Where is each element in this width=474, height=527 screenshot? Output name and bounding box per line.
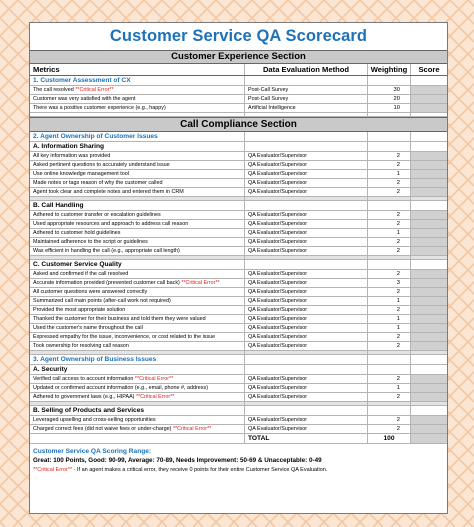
weighting-value: 2	[368, 188, 411, 196]
weighting-value: 20	[368, 95, 411, 103]
evaluation-method: QA Evaluator/Supervisor	[245, 188, 368, 196]
total-value: 100	[368, 434, 411, 443]
metric-text	[30, 188, 245, 196]
weighting-value: 2	[368, 238, 411, 246]
metric-label: Provided the most appropriate solution	[33, 307, 126, 313]
score-input-cell[interactable]	[411, 170, 447, 178]
weighting-value: 2	[368, 416, 411, 424]
service-quality-rows	[30, 270, 447, 351]
score-input-cell[interactable]	[411, 315, 447, 323]
metric-label: Expressed empathy for the issue, inconvenience, or cost related to the issue	[33, 334, 216, 340]
call-handling-rows	[30, 211, 447, 256]
score-input-cell[interactable]	[411, 229, 447, 237]
weighting-value: 2	[368, 247, 411, 255]
metric-text	[30, 342, 245, 350]
score-input-cell[interactable]	[411, 416, 447, 424]
total-row	[30, 434, 447, 444]
metric-row	[30, 288, 447, 297]
weighting-value: 10	[368, 104, 411, 112]
metric-row	[30, 425, 447, 434]
evaluation-method: QA Evaluator/Supervisor	[245, 416, 368, 424]
critical-error-tag: **Critical Error**	[134, 376, 174, 382]
score-input-cell[interactable]	[411, 342, 447, 350]
info-sharing-heading: A. Information Sharing	[30, 142, 245, 151]
metric-row	[30, 220, 447, 229]
weighting-value: 2	[368, 161, 411, 169]
evaluation-method: QA Evaluator/Supervisor	[245, 270, 368, 278]
score-input-cell[interactable]	[411, 270, 447, 278]
metric-label: Made notes or tags reason of why the customer called	[33, 180, 163, 186]
critical-error-tag: **Critical Error**	[172, 426, 212, 432]
subsection-heading-row	[30, 260, 447, 270]
metric-row	[30, 238, 447, 247]
service-quality-heading: C. Customer Service Quality	[30, 260, 245, 269]
evaluation-method: QA Evaluator/Supervisor	[245, 279, 368, 287]
metric-label: Adhered to government laws (e.g., HIPAA)	[33, 394, 136, 400]
weighting-column-header: Weighting	[368, 64, 411, 75]
metric-text	[30, 297, 245, 305]
weighting-value: 1	[368, 170, 411, 178]
score-input-cell[interactable]	[411, 333, 447, 341]
metric-label: Leveraged upselling and cross-selling opportunities	[33, 417, 156, 423]
metric-row	[30, 270, 447, 279]
critical-error-note	[33, 466, 444, 475]
metric-row	[30, 95, 447, 104]
evaluation-method: QA Evaluator/Supervisor	[245, 211, 368, 219]
metric-row	[30, 315, 447, 324]
metric-label: All key information was provided	[33, 153, 111, 159]
scoring-range-title: Customer Service QA Scoring Range:	[33, 448, 152, 455]
metric-text	[30, 279, 245, 287]
metric-text	[30, 170, 245, 178]
evaluation-method: Post-Call Survey	[245, 86, 368, 94]
subsection-heading-row	[30, 201, 447, 211]
weighting-value: 2	[368, 333, 411, 341]
metric-label: The call resolved	[33, 87, 76, 93]
metric-text	[30, 229, 245, 237]
metric-text	[30, 384, 245, 392]
evaluation-method: QA Evaluator/Supervisor	[245, 324, 368, 332]
score-input-cell[interactable]	[411, 425, 447, 433]
subsection-heading-row	[30, 406, 447, 416]
section-heading-row	[30, 76, 447, 86]
critical-error-tag: **Critical Error**	[135, 394, 175, 400]
weighting-value: 2	[368, 375, 411, 383]
weighting-value: 1	[368, 229, 411, 237]
evaluation-method: QA Evaluator/Supervisor	[245, 220, 368, 228]
metric-text	[30, 220, 245, 228]
metric-text	[30, 161, 245, 169]
metric-text	[30, 324, 245, 332]
metric-row	[30, 211, 447, 220]
evaluation-method: QA Evaluator/Supervisor	[245, 170, 368, 178]
metric-row	[30, 170, 447, 179]
score-input-cell[interactable]	[411, 393, 447, 401]
section-heading-row	[30, 355, 447, 365]
metric-row	[30, 324, 447, 333]
call-handling-heading: B. Call Handling	[30, 201, 245, 210]
metric-text	[30, 306, 245, 314]
weighting-value: 1	[368, 324, 411, 332]
score-input-cell[interactable]	[411, 288, 447, 296]
weighting-value: 1	[368, 384, 411, 392]
score-input-cell[interactable]	[411, 220, 447, 228]
info-sharing-rows	[30, 152, 447, 197]
evaluation-method: QA Evaluator/Supervisor	[245, 297, 368, 305]
critical-error-tag: **Critical Error**	[33, 467, 73, 473]
score-column-header: Score	[418, 65, 440, 74]
metric-label: Agent took clear and complete notes and entered them in CRM	[33, 189, 184, 195]
metric-row	[30, 152, 447, 161]
metric-label: Was efficient in handling the call (e.g., appropriate call length)	[33, 248, 180, 254]
cx-rows	[30, 86, 447, 113]
metric-row	[30, 179, 447, 188]
experience-section-bar: Customer Experience Section	[30, 50, 447, 64]
weighting-value: 1	[368, 315, 411, 323]
weighting-value: 1	[368, 297, 411, 305]
critical-error-tag: **Critical Error**	[75, 87, 114, 93]
score-input-cell[interactable]	[411, 86, 447, 94]
evaluation-method: QA Evaluator/Supervisor	[245, 179, 368, 187]
evaluation-method: QA Evaluator/Supervisor	[245, 152, 368, 160]
metric-row	[30, 375, 447, 384]
scoring-ranges: Great: 100 Points, Good: 90-99, Average: 70-89, Needs Improvement: 50-69 & Unacceptable: 0-49	[33, 457, 322, 464]
metric-row	[30, 333, 447, 342]
column-header-row	[30, 64, 447, 76]
metric-row	[30, 306, 447, 315]
critical-error-explanation: - If an agent makes a critical error, they receive 0 points for their entire Customer Service QA Evaluation.	[72, 467, 328, 473]
evaluation-method: QA Evaluator/Supervisor	[245, 306, 368, 314]
score-input-cell[interactable]	[411, 384, 447, 392]
metric-row	[30, 384, 447, 393]
selling-heading: B. Selling of Products and Services	[30, 406, 245, 415]
evaluation-method: QA Evaluator/Supervisor	[245, 229, 368, 237]
evaluation-method: Artificial Intelligence	[245, 104, 368, 112]
metric-label: Use online knowledge management tool	[33, 171, 129, 177]
weighting-value: 2	[368, 393, 411, 401]
weighting-value: 2	[368, 270, 411, 278]
metric-text	[30, 104, 245, 112]
total-score-cell[interactable]	[411, 434, 447, 443]
weighting-value: 3	[368, 279, 411, 287]
metric-label: There was a positive customer experience (e.g., happy)	[33, 105, 166, 111]
evaluation-method: QA Evaluator/Supervisor	[245, 315, 368, 323]
score-input-cell[interactable]	[411, 247, 447, 255]
scoring-footer	[30, 444, 447, 475]
metric-label: Used appropriate resources and approach to address call reason	[33, 221, 189, 227]
score-input-cell[interactable]	[411, 152, 447, 160]
agent-ownership-heading: 2. Agent Ownership of Customer Issues	[30, 132, 245, 141]
metric-row	[30, 161, 447, 170]
total-label: TOTAL	[245, 434, 368, 443]
weighting-value: 2	[368, 152, 411, 160]
metric-text	[30, 333, 245, 341]
metric-text	[30, 393, 245, 401]
metric-row	[30, 297, 447, 306]
score-input-cell[interactable]	[411, 279, 447, 287]
metric-label: Used the customer's name throughout the call	[33, 325, 143, 331]
metric-row	[30, 279, 447, 288]
metric-text	[30, 152, 245, 160]
metric-label: Charged correct fees (did not waive fees or under-charge)	[33, 426, 173, 432]
score-input-cell[interactable]	[411, 104, 447, 112]
metric-row	[30, 229, 447, 238]
cx-heading: 1. Customer Assessment of CX	[30, 76, 245, 85]
metric-row	[30, 416, 447, 425]
metric-label: Took ownership for resolving call reason	[33, 343, 129, 349]
business-issues-heading: 3. Agent Ownership of Business Issues	[30, 355, 245, 364]
score-input-cell[interactable]	[411, 238, 447, 246]
metric-text	[30, 247, 245, 255]
evaluation-method: QA Evaluator/Supervisor	[245, 342, 368, 350]
metric-label: Accurate information provided (prevented customer call back)	[33, 280, 182, 286]
metric-label: Summarized call main points (after-call work not required)	[33, 298, 171, 304]
metric-text	[30, 375, 245, 383]
scorecard-sheet	[29, 22, 448, 514]
metric-text	[30, 416, 245, 424]
metric-row	[30, 188, 447, 197]
metric-row	[30, 393, 447, 402]
weighting-value: 2	[368, 179, 411, 187]
metric-label: Customer was very satisfied with the agent	[33, 96, 136, 102]
method-column-header: Data Evaluation Method	[245, 64, 368, 75]
score-input-cell[interactable]	[411, 297, 447, 305]
score-input-cell[interactable]	[411, 306, 447, 314]
metric-label: Asked and confirmed if the call resolved	[33, 271, 129, 277]
evaluation-method: QA Evaluator/Supervisor	[245, 247, 368, 255]
metric-row	[30, 104, 447, 113]
evaluation-method: QA Evaluator/Supervisor	[245, 288, 368, 296]
evaluation-method: QA Evaluator/Supervisor	[245, 375, 368, 383]
metric-text	[30, 95, 245, 103]
metric-text	[30, 270, 245, 278]
selling-rows	[30, 416, 447, 434]
metric-text	[30, 211, 245, 219]
security-rows	[30, 375, 447, 402]
metric-label: Verified call access to account information	[33, 376, 135, 382]
metric-label: Maintained adherence to the script or guidelines	[33, 239, 148, 245]
metric-label: Thanked the customer for their business and told them they were valued	[33, 316, 206, 322]
weighting-value: 2	[368, 220, 411, 228]
evaluation-method: QA Evaluator/Supervisor	[245, 238, 368, 246]
score-input-cell[interactable]	[411, 324, 447, 332]
metric-label: Updated or confirmed account information (e.g., email, phone #, address)	[33, 385, 208, 391]
evaluation-method: QA Evaluator/Supervisor	[245, 161, 368, 169]
weighting-value: 30	[368, 86, 411, 94]
score-input-cell[interactable]	[411, 188, 447, 196]
evaluation-method: QA Evaluator/Supervisor	[245, 384, 368, 392]
section-heading-row	[30, 132, 447, 142]
score-input-cell[interactable]	[411, 375, 447, 383]
metric-row	[30, 86, 447, 95]
scorecard-title: Customer Service QA Scorecard	[109, 27, 368, 45]
subsection-heading-row	[30, 142, 447, 152]
score-input-cell[interactable]	[411, 179, 447, 187]
weighting-value: 2	[368, 288, 411, 296]
metric-text	[30, 288, 245, 296]
security-heading: A. Security	[30, 365, 245, 374]
subsection-heading-row	[30, 365, 447, 375]
weighting-value: 2	[368, 342, 411, 350]
score-input-cell[interactable]	[411, 95, 447, 103]
score-input-cell[interactable]	[411, 161, 447, 169]
metric-label: Adhered to customer hold guidelines	[33, 230, 121, 236]
metric-row	[30, 342, 447, 351]
metric-label: Adhered to customer transfer or escalation guidelines	[33, 212, 161, 218]
score-input-cell[interactable]	[411, 211, 447, 219]
evaluation-method: Post-Call Survey	[245, 95, 368, 103]
metric-label: Asked pertinent questions to accurately understand issue	[33, 162, 170, 168]
metric-text	[30, 425, 245, 433]
metric-row	[30, 247, 447, 256]
metric-text	[30, 179, 245, 187]
evaluation-method: QA Evaluator/Supervisor	[245, 333, 368, 341]
evaluation-method: QA Evaluator/Supervisor	[245, 393, 368, 401]
weighting-value: 2	[368, 425, 411, 433]
critical-error-tag: **Critical Error**	[181, 280, 220, 286]
metrics-column-header: Metrics	[30, 64, 245, 75]
evaluation-method: QA Evaluator/Supervisor	[245, 425, 368, 433]
weighting-value: 2	[368, 306, 411, 314]
compliance-section-bar: Call Compliance Section	[30, 117, 447, 132]
metric-text	[30, 315, 245, 323]
metric-label: All customer questions were answered correctly	[33, 289, 148, 295]
weighting-value: 2	[368, 211, 411, 219]
metric-text	[30, 86, 245, 94]
metric-text	[30, 238, 245, 246]
